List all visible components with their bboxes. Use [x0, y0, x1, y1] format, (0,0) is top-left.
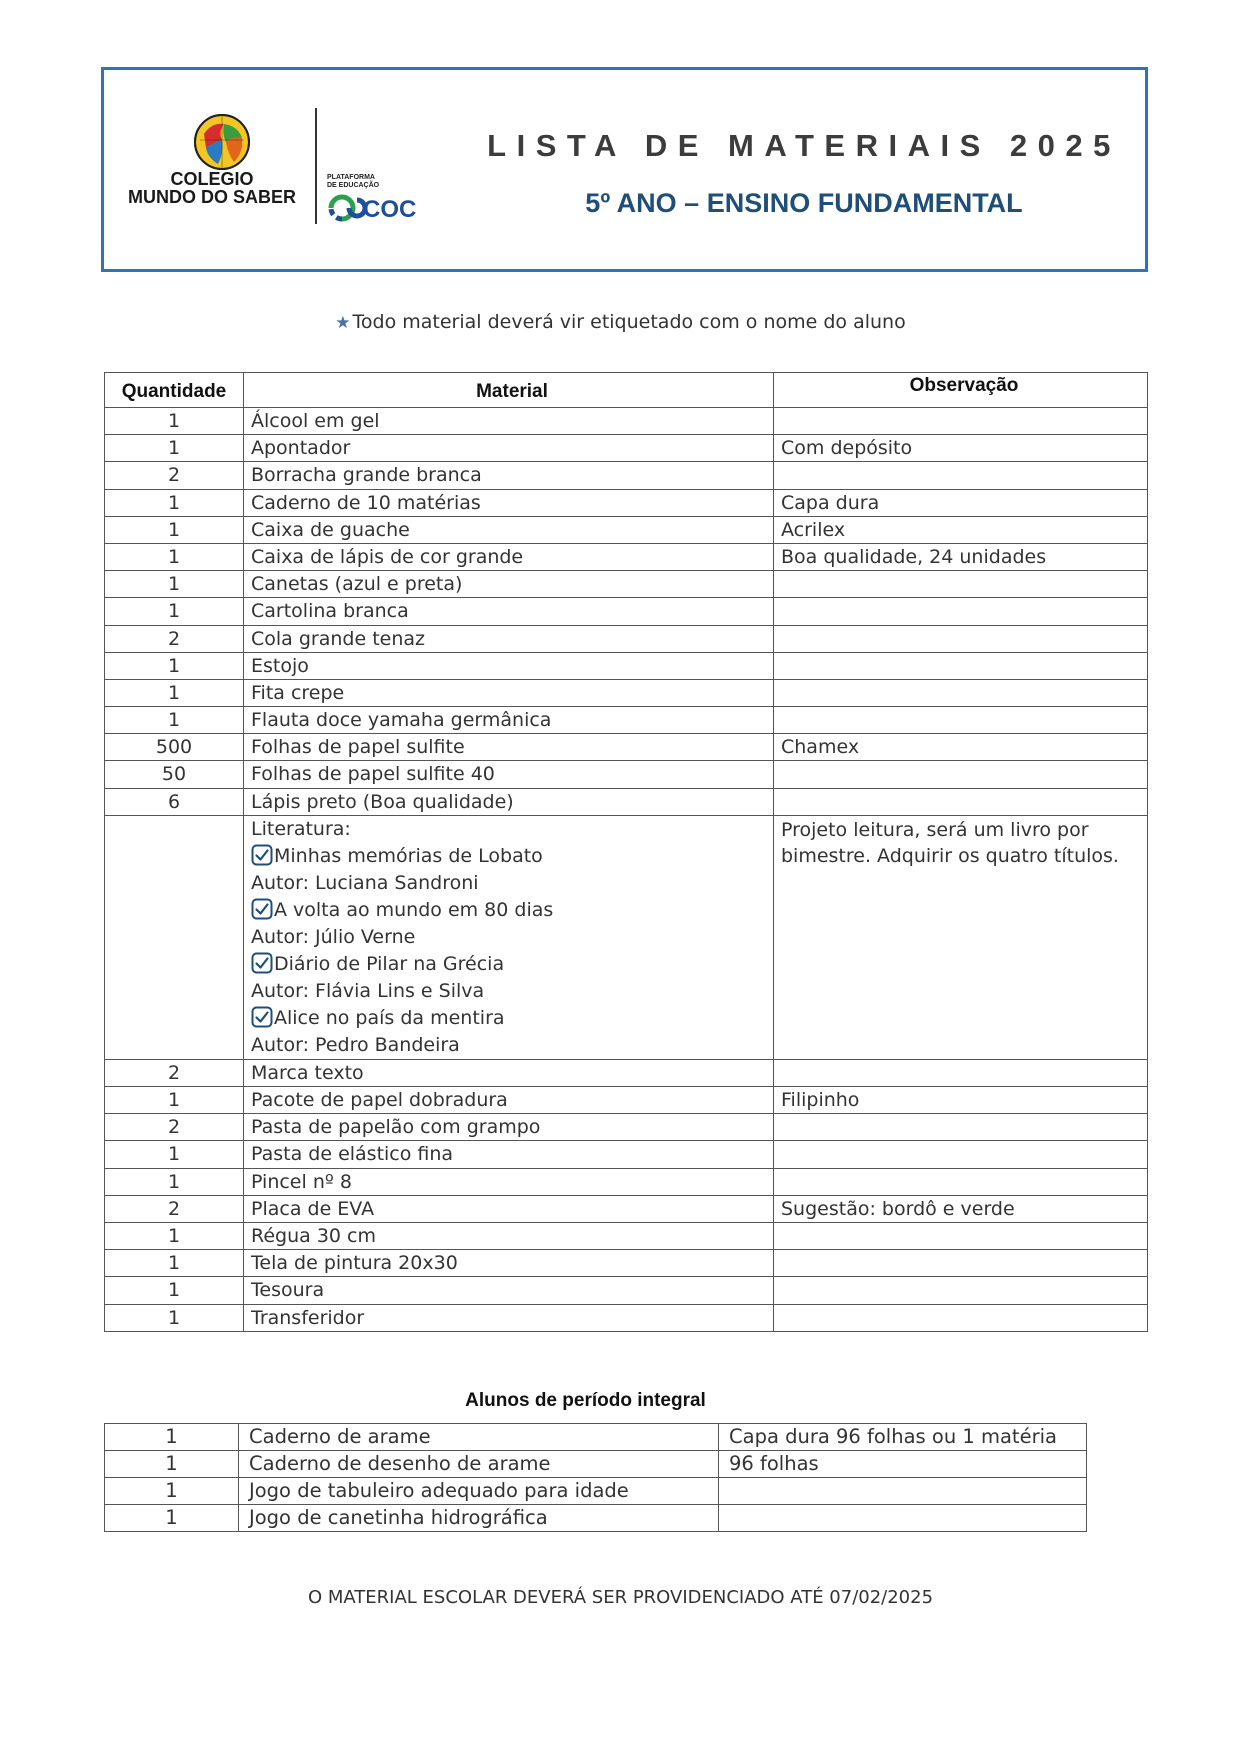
- table-row: [105, 571, 1148, 598]
- material-cell: Pasta de papelão com grampo: [244, 1114, 774, 1141]
- literature-observation-cell: [774, 815, 1148, 1059]
- school-name-line1: COLEGIO: [170, 169, 254, 189]
- checkbox-checked-icon: [251, 952, 273, 974]
- globe-emblem-icon: [192, 112, 252, 172]
- literature-cell: [244, 815, 774, 1059]
- material-cell: Caderno de 10 matérias: [244, 489, 774, 516]
- table-row: [105, 1424, 1087, 1451]
- table-row: [105, 1304, 1148, 1331]
- quantity-cell: 2: [105, 1114, 244, 1141]
- material-cell: Caderno de arame: [239, 1424, 719, 1451]
- quantity-cell: 1: [105, 516, 244, 543]
- logo-area: [122, 108, 417, 228]
- page-title: LISTA DE MATERIAIS 2025: [487, 128, 1121, 163]
- table-row: [105, 761, 1148, 788]
- material-cell: Tela de pintura 20x30: [244, 1250, 774, 1277]
- quantity-cell: 1: [105, 489, 244, 516]
- material-cell: Folhas de papel sulfite 40: [244, 761, 774, 788]
- observation-cell: [774, 462, 1148, 489]
- quantity-cell: 2: [105, 1059, 244, 1086]
- observation-cell: [774, 1059, 1148, 1086]
- notice: [0, 311, 1241, 333]
- material-cell: Jogo de tabuleiro adequado para idade: [239, 1478, 719, 1505]
- quantity-cell: 1: [105, 1451, 239, 1478]
- table-row: [105, 707, 1148, 734]
- material-cell: Régua 30 cm: [244, 1222, 774, 1249]
- observation-cell: Acrilex: [774, 516, 1148, 543]
- material-cell: Caixa de lápis de cor grande: [244, 543, 774, 570]
- header-observation: Observação: [774, 373, 1148, 408]
- checkbox-checked-icon: [251, 844, 273, 866]
- table-row: [105, 408, 1148, 435]
- materials-table: [104, 372, 1148, 1332]
- observation-cell: [774, 761, 1148, 788]
- observation-cell: [774, 1168, 1148, 1195]
- quantity-cell: 1: [105, 1087, 244, 1114]
- coc-text: COC: [363, 196, 417, 223]
- observation-cell: [774, 707, 1148, 734]
- observation-cell: Capa dura 96 folhas ou 1 matéria: [719, 1424, 1087, 1451]
- integral-table: [104, 1423, 1087, 1532]
- table-row: [105, 543, 1148, 570]
- book-author: Autor: Júlio Verne: [251, 925, 416, 948]
- material-cell: Placa de EVA: [244, 1195, 774, 1222]
- observation-cell: [774, 625, 1148, 652]
- quantity-cell: 6: [105, 788, 244, 815]
- table-row-literature: [105, 815, 1148, 1059]
- quantity-cell: 1: [105, 707, 244, 734]
- observation-cell: 96 folhas: [719, 1451, 1087, 1478]
- quantity-cell: 1: [105, 598, 244, 625]
- material-cell: Jogo de canetinha hidrográfica: [239, 1505, 719, 1532]
- quantity-cell: [105, 815, 244, 1059]
- quantity-cell: 1: [105, 679, 244, 706]
- material-cell: Fita crepe: [244, 679, 774, 706]
- quantity-cell: 1: [105, 1222, 244, 1249]
- school-name: [122, 170, 302, 206]
- footer-note: O MATERIAL ESCOLAR DEVERÁ SER PROVIDENCIADO ATÉ 07/02/2025: [307, 1587, 934, 1608]
- table-row: [105, 598, 1148, 625]
- platform-line1: PLATAFORMA: [327, 174, 375, 181]
- book-title-line: [251, 1005, 773, 1032]
- quantity-cell: 1: [105, 571, 244, 598]
- header-quantity: Quantidade: [105, 373, 244, 408]
- material-cell: Tesoura: [244, 1277, 774, 1304]
- book-title: A volta ao mundo em 80 dias: [274, 898, 554, 921]
- school-name-line2: MUNDO DO SABER: [127, 187, 296, 207]
- observation-cell: [719, 1478, 1087, 1505]
- material-cell: Caderno de desenho de arame: [239, 1451, 719, 1478]
- checkbox-checked-icon: [251, 1006, 273, 1028]
- observation-cell: [774, 1222, 1148, 1249]
- observation-cell: Boa qualidade, 24 unidades: [774, 543, 1148, 570]
- observation-cell: Sugestão: bordô e verde: [774, 1195, 1148, 1222]
- book-title-line: [251, 897, 773, 924]
- header-material: Material: [244, 373, 774, 408]
- coc-logo-icon: [327, 192, 427, 224]
- quantity-cell: 1: [105, 652, 244, 679]
- observation-cell: [719, 1505, 1087, 1532]
- observation-cell: [774, 1250, 1148, 1277]
- material-cell: Folhas de papel sulfite: [244, 734, 774, 761]
- material-cell: Cartolina branca: [244, 598, 774, 625]
- table-header-row: [105, 373, 1148, 408]
- platform-label: [327, 174, 379, 190]
- star-icon: ★: [335, 313, 351, 333]
- table-row: [105, 652, 1148, 679]
- table-row: [105, 1168, 1148, 1195]
- table-row: [105, 679, 1148, 706]
- quantity-cell: 1: [105, 1478, 239, 1505]
- table-row: [105, 1277, 1148, 1304]
- quantity-cell: 50: [105, 761, 244, 788]
- material-cell: Pincel nº 8: [244, 1168, 774, 1195]
- book-title: Alice no país da mentira: [274, 1006, 505, 1029]
- material-cell: Transferidor: [244, 1304, 774, 1331]
- quantity-cell: 1: [105, 1424, 239, 1451]
- table-row: [105, 1087, 1148, 1114]
- material-cell: Pasta de elástico fina: [244, 1141, 774, 1168]
- observation-cell: [774, 598, 1148, 625]
- book-author: Autor: Flávia Lins e Silva: [251, 979, 485, 1002]
- materials-table-body: [105, 408, 1148, 1332]
- quantity-cell: 500: [105, 734, 244, 761]
- observation-cell: Filipinho: [774, 1087, 1148, 1114]
- book-title: Minhas memórias de Lobato: [274, 844, 543, 867]
- table-row: [105, 1195, 1148, 1222]
- material-cell: Marca texto: [244, 1059, 774, 1086]
- quantity-cell: 1: [105, 408, 244, 435]
- book-author: Autor: Pedro Bandeira: [251, 1033, 460, 1056]
- platform-line2: DE EDUCAÇÃO: [327, 182, 380, 189]
- book-author: Autor: Luciana Sandroni: [251, 871, 479, 894]
- book-title: Diário de Pilar na Grécia: [274, 952, 505, 975]
- table-row: [105, 788, 1148, 815]
- material-cell: Caixa de guache: [244, 516, 774, 543]
- notice-text: Todo material deverá vir etiquetado com o nome do aluno: [352, 311, 906, 333]
- quantity-cell: 1: [105, 1250, 244, 1277]
- literature-label: Literatura:: [251, 817, 351, 840]
- book-title-line: [251, 843, 773, 870]
- header-box: [101, 67, 1148, 272]
- table-row: [105, 734, 1148, 761]
- table-row: [105, 435, 1148, 462]
- quantity-cell: 1: [105, 1505, 239, 1532]
- table-row: [105, 625, 1148, 652]
- observation-cell: [774, 1304, 1148, 1331]
- quantity-cell: 1: [105, 1277, 244, 1304]
- material-cell: Álcool em gel: [244, 408, 774, 435]
- observation-cell: [774, 1277, 1148, 1304]
- table-row: [105, 1451, 1087, 1478]
- observation-cell: [774, 652, 1148, 679]
- observation-cell: [774, 788, 1148, 815]
- integral-table-body: [105, 1424, 1087, 1532]
- material-cell: Estojo: [244, 652, 774, 679]
- table-row: [105, 1114, 1148, 1141]
- book-title-line: [251, 951, 773, 978]
- observation-cell: [774, 1114, 1148, 1141]
- quantity-cell: 1: [105, 1168, 244, 1195]
- logo-divider: [315, 108, 317, 224]
- quantity-cell: 1: [105, 1141, 244, 1168]
- quantity-cell: 1: [105, 435, 244, 462]
- checkbox-checked-icon: [251, 898, 273, 920]
- literature-obs-line2: bimestre. Adquirir os quatro títulos.: [781, 844, 1119, 867]
- observation-cell: Com depósito: [774, 435, 1148, 462]
- material-cell: Apontador: [244, 435, 774, 462]
- material-cell: Pacote de papel dobradura: [244, 1087, 774, 1114]
- table-row: [105, 516, 1148, 543]
- observation-cell: Capa dura: [774, 489, 1148, 516]
- material-cell: Flauta doce yamaha germânica: [244, 707, 774, 734]
- quantity-cell: 2: [105, 462, 244, 489]
- material-cell: Borracha grande branca: [244, 462, 774, 489]
- table-row: [105, 1222, 1148, 1249]
- table-row: [105, 1505, 1087, 1532]
- table-row: [105, 1059, 1148, 1086]
- table-row: [105, 489, 1148, 516]
- integral-title: Alunos de período integral: [465, 1390, 706, 1411]
- observation-cell: [774, 408, 1148, 435]
- observation-cell: [774, 571, 1148, 598]
- quantity-cell: 1: [105, 543, 244, 570]
- literature-obs-line1: Projeto leitura, será um livro por: [781, 818, 1089, 841]
- table-row: [105, 1250, 1148, 1277]
- material-cell: Cola grande tenaz: [244, 625, 774, 652]
- quantity-cell: 1: [105, 1304, 244, 1331]
- table-row: [105, 1478, 1087, 1505]
- material-cell: Lápis preto (Boa qualidade): [244, 788, 774, 815]
- observation-cell: [774, 1141, 1148, 1168]
- observation-cell: [774, 679, 1148, 706]
- quantity-cell: 2: [105, 1195, 244, 1222]
- page-subtitle: 5º ANO – ENSINO FUNDAMENTAL: [585, 188, 1023, 218]
- table-row: [105, 1141, 1148, 1168]
- quantity-cell: 2: [105, 625, 244, 652]
- observation-cell: Chamex: [774, 734, 1148, 761]
- material-cell: Canetas (azul e preta): [244, 571, 774, 598]
- table-row: [105, 462, 1148, 489]
